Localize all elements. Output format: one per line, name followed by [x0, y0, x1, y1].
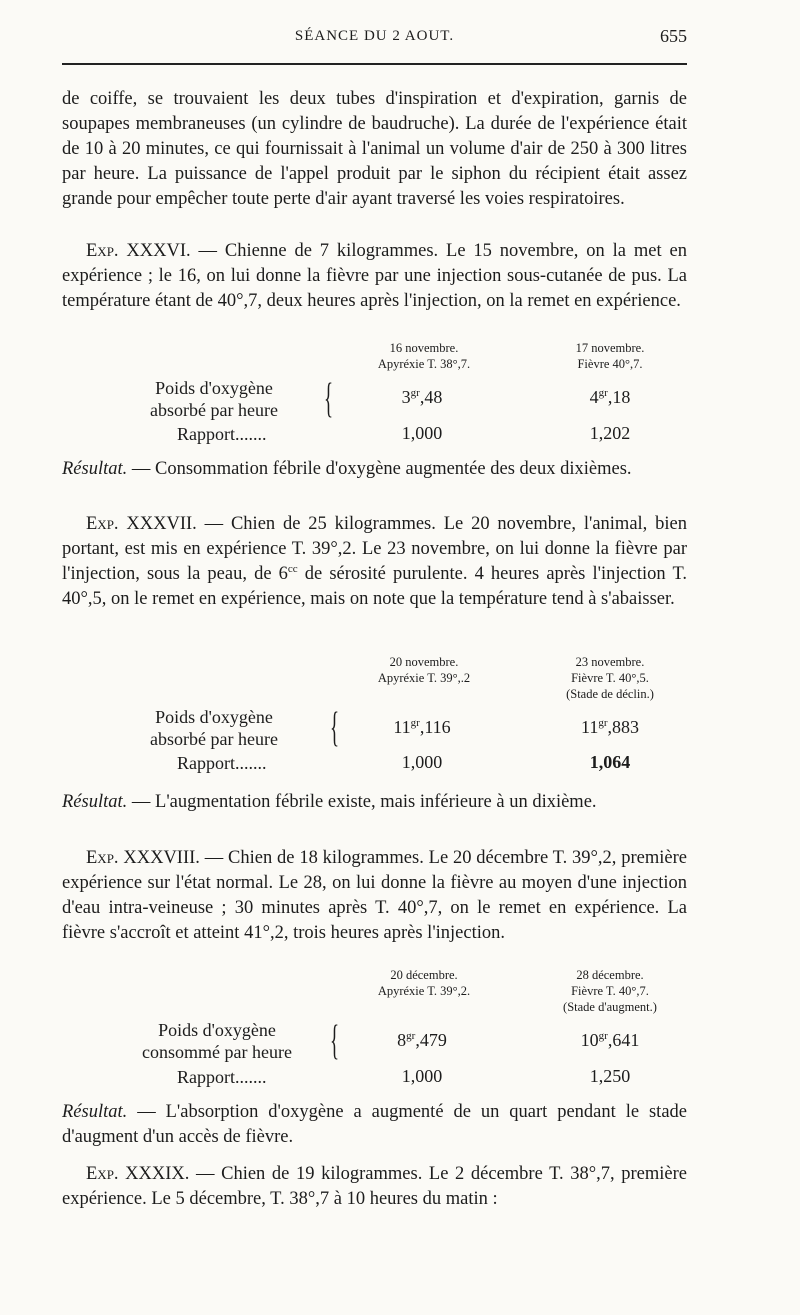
paragraph-result-36: [62, 457, 687, 482]
unit-superscript: gr: [406, 1030, 416, 1042]
results-table-2: [62, 654, 687, 778]
page-number: 655: [660, 26, 687, 46]
column-header-apyrexia: [339, 967, 509, 999]
column-header-condition: Apyréxie T. 38°,7.: [377, 357, 471, 371]
results-table-1: [62, 340, 687, 450]
unit-superscript: gr: [598, 1030, 608, 1042]
unit-superscript: gr: [410, 717, 420, 729]
unit-superscript: gr: [410, 387, 420, 399]
column-header-fever: [525, 967, 695, 1015]
ratio-apyrexia: 1,000: [401, 1066, 443, 1086]
unit-superscript: gr: [598, 717, 608, 729]
column-header-condition: Fièvre T. 40°,7.: [571, 984, 649, 998]
paragraph-result-38: [62, 1100, 687, 1150]
row-label-line: Poids d'oxygène: [158, 1020, 276, 1040]
row-label-ratio: Rapport.......: [177, 1067, 267, 1087]
paragraph-exp-38: [62, 846, 687, 946]
experiment-label: Exp. XXXVIII.: [86, 848, 200, 868]
running-title: SÉANCE DU 2 AOUT.: [294, 28, 455, 44]
experiment-text: — Chien de 18 kilogrammes. Le 20 décembre T. 39°,2, première expérience sur l'état normal. Le 28, on lui donne la fièvre au moyen d'une injection d'eau intra-veineuse ; 30 minutes après T. 40°,7, on le remet en expérience. La fièvre s'accroît et atteint 41°,2, trois heures après l'injection.: [62, 848, 687, 943]
column-header-fever: [525, 340, 695, 372]
result-text: — L'augmentation fébrile existe, mais inférieure à un dixième.: [127, 792, 597, 812]
ratio-fever: 1,250: [589, 1066, 631, 1086]
row-label-oxygen: [142, 1019, 292, 1063]
paragraph-exp-36: [62, 239, 687, 314]
experiment-text: — Chienne de 7 kilogrammes. Le 15 novembre, on la met en expérience ; le 16, on lui donne la fièvre par une injection sous-cutanée de pus. La température étant de 40°,7, deux heures après l'injection, on la remet en expérience.: [62, 241, 687, 311]
ratio-apyrexia: 1,000: [401, 423, 443, 443]
value-apyrexia: $3^{gr},48$: [401, 387, 443, 407]
experiment-label: Exp. XXXIX.: [86, 1164, 190, 1184]
column-header-condition: Apyréxie T. 39°,.2: [377, 671, 471, 685]
row-label-line: consommé par heure: [142, 1042, 292, 1062]
results-table-3: [62, 967, 687, 1089]
column-header-date: 17 novembre.: [575, 341, 645, 355]
experiment-label: Exp. XXXVII.: [86, 514, 197, 534]
result-text: — Consommation fébrile d'oxygène augmentée des deux dixièmes.: [127, 459, 632, 479]
result-label: Résultat.: [62, 1102, 128, 1122]
row-label-ratio: Rapport.......: [177, 753, 267, 773]
row-label-line: Poids d'oxygène: [155, 707, 273, 727]
column-header-apyrexia: [339, 654, 509, 686]
value-apyrexia: $11^{gr},116$: [393, 717, 451, 737]
experiment-text: de sérosité purulente. 4 heures après l'injection T. 40°,5, on le remet en expérience, mais on note que la température tend à s'abaisser.: [62, 564, 688, 609]
row-label-oxygen: [150, 706, 278, 750]
ratio-fever: 1,202: [589, 423, 631, 443]
column-header-apyrexia: [339, 340, 509, 372]
row-label-line: absorbé par heure: [150, 729, 278, 749]
result-text: — L'absorption d'oxygène a augmenté de un quart pendant le stade d'augment d'un accès de fièvre.: [62, 1102, 687, 1147]
paragraph-exp-37: [62, 512, 687, 612]
ratio-fever: 1,064: [589, 752, 631, 772]
column-header-condition: Fièvre T. 40°,5.: [571, 671, 649, 685]
brace-icon: {: [324, 376, 334, 422]
paragraph-result-37: [62, 790, 687, 815]
brace-icon: {: [330, 705, 340, 751]
experiment-text: — Chien de 19 kilogrammes. Le 2 décembre T. 38°,7, première expérience. Le 5 décembre, T. 38°,7 à 10 heures du matin :: [62, 1164, 687, 1209]
superscript: cc: [287, 562, 298, 575]
value-apyrexia: $8^{gr},479$: [397, 1030, 447, 1050]
column-header-fever: [525, 654, 695, 702]
value-fever: $4^{gr},18$: [589, 387, 631, 407]
result-label: Résultat.: [62, 792, 128, 812]
ratio-apyrexia: 1,000: [401, 752, 443, 772]
value-fever: $10^{gr},641$: [580, 1030, 640, 1050]
header-rule: [62, 63, 687, 65]
running-head: [62, 24, 687, 52]
row-label-line: absorbé par heure: [150, 400, 278, 420]
column-header-condition: Fièvre 40°,7.: [577, 357, 643, 371]
column-header-stage: (Stade d'augment.): [563, 1000, 657, 1014]
column-header-date: 28 décembre.: [576, 968, 644, 982]
paragraph-intro: de coiffe, se trouvaient les deux tubes d'inspiration et d'expiration, garnis de soupapes membraneuses (un cylindre de baudruche). La durée de l'expérience était de 10 à 20 minutes, ce qui fournissait à l'animal un volume d'air de 250 à 300 litres par heure. La puissance de l'appel produit par le siphon du récipient était assez grande pour empêcher toute perte d'air ayant traversé les voies respiratoires.: [62, 89, 687, 209]
result-label: Résultat.: [62, 459, 128, 479]
value-fever: $11^{gr},883$: [580, 717, 639, 737]
experiment-text: — Chien de 25 kilogrammes. Le 20 novembre, l'animal, bien portant, est mis en expérience T. 39°,2. Le 23 novembre, on lui donne la fièvre par l'injection, sous la peau, de 6: [62, 514, 687, 584]
column-header-date: 16 novembre.: [389, 341, 459, 355]
row-label-oxygen: [150, 377, 278, 421]
brace-icon: {: [330, 1018, 340, 1064]
unit-superscript: gr: [598, 387, 608, 399]
column-header-date: 20 décembre.: [390, 968, 458, 982]
column-header-stage: (Stade de déclin.): [566, 687, 654, 701]
experiment-label: Exp. XXXVI.: [86, 241, 191, 261]
paragraph-exp-39: [62, 1162, 687, 1212]
row-label-line: Poids d'oxygène: [155, 378, 273, 398]
row-label-ratio: Rapport.......: [177, 424, 267, 444]
column-header-date: 23 novembre.: [575, 655, 645, 669]
column-header-condition: Apyréxie T. 39°,2.: [377, 984, 471, 998]
column-header-date: 20 novembre.: [389, 655, 459, 669]
